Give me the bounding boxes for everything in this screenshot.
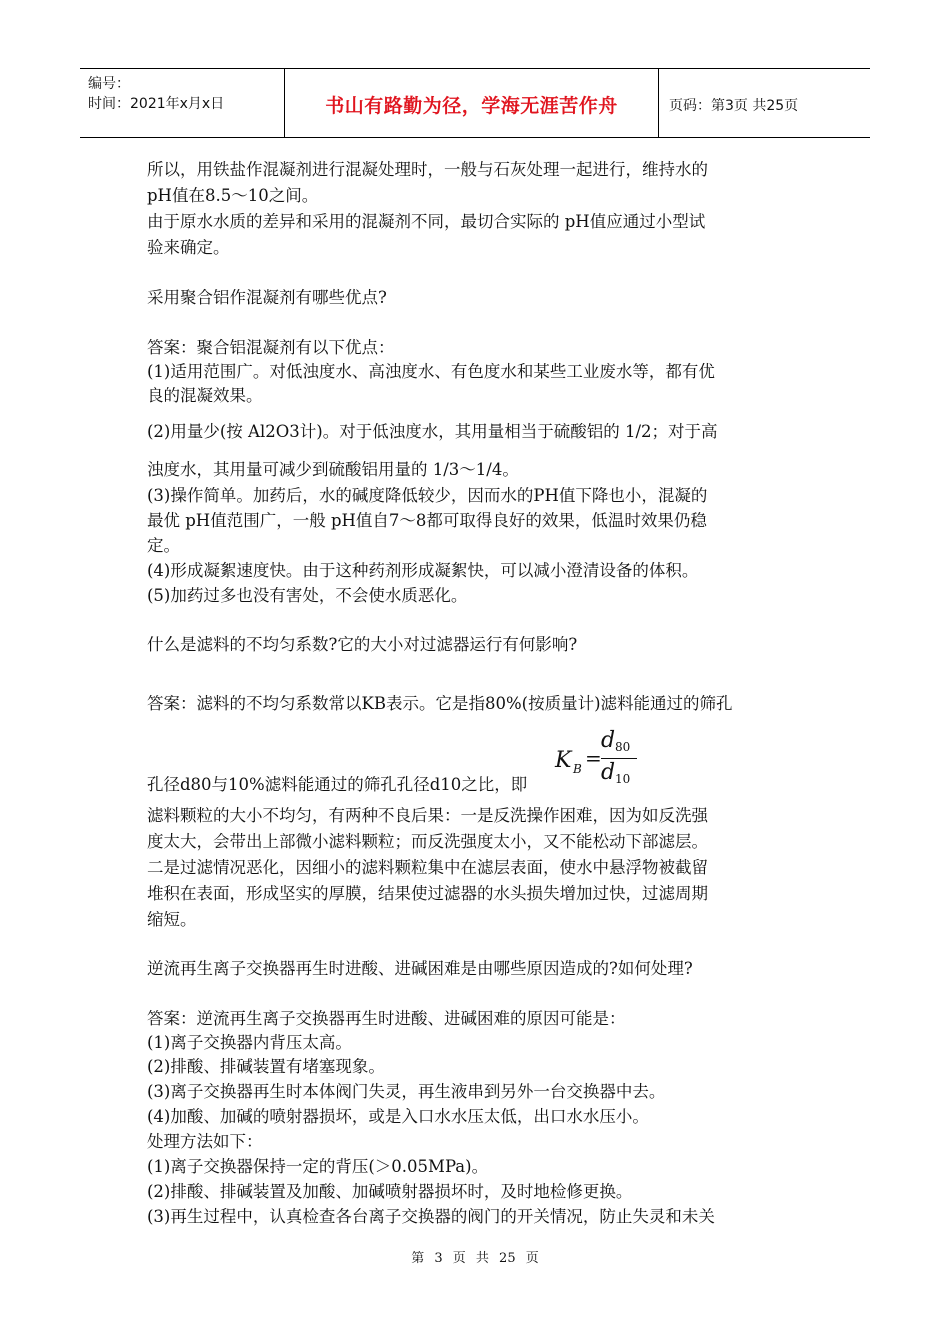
text-line: 定。	[147, 536, 180, 555]
text-line: (2)排酸、排碱装置有堵塞现象。	[147, 1057, 385, 1076]
page-footer: 第 3 页 共 25 页	[411, 1251, 539, 1266]
text-line: (2)用量少(按 Al2O3计)。对于低浊度水，其用量相当于硫酸铝的 1/2；对于高	[147, 422, 718, 441]
formula-denominator-subscript: 10	[615, 772, 631, 786]
text-line: 孔径d80与10%滤料能通过的筛孔孔径d10之比，即	[147, 775, 528, 794]
formula-numerator-subscript: 80	[615, 740, 631, 754]
text-line: (4)加酸、加碱的喷射器损坏，或是入口水水压太低，出口水水压小。	[147, 1107, 649, 1126]
text-line: 堆积在表面，形成坚实的厚膜，结果使过滤器的水头损失增加过快，过滤周期	[147, 884, 708, 903]
text-line: (3)操作简单。加药后，水的碱度降低较少，因而水的PH值下降也小，混凝的	[147, 486, 708, 505]
text-line: (1)适用范围广。对低浊度水、高浊度水、有色度水和某些工业废水等，都有优	[147, 362, 715, 381]
question-heading: 什么是滤料的不均匀系数?它的大小对过滤器运行有何影响?	[147, 635, 578, 654]
text-line: 处理方法如下：	[147, 1132, 263, 1151]
uniformity-coefficient-formula	[555, 728, 645, 788]
header-page-cell	[659, 69, 870, 137]
text-line: 缩短。	[147, 910, 197, 929]
text-line: (1)离子交换器保持一定的背压(＞0.05MPa)。	[147, 1157, 489, 1176]
text-line: 度太大，会带出上部微小滤料颗粒；而反洗强度太小，又不能松动下部滤层。	[147, 832, 708, 851]
formula-lhs-subscript: B	[573, 762, 582, 776]
text-line: 最优 pH值范围广，一般 pH值自7～8都可取得良好的效果，低温时效果仍稳	[147, 511, 707, 530]
formula-lhs: K	[555, 748, 572, 773]
text-line: 滤料颗粒的大小不均匀，有两种不良后果：一是反洗操作困难，因为如反洗强	[147, 806, 708, 825]
question-heading: 逆流再生离子交换器再生时进酸、进碱困难是由哪些原因造成的?如何处理?	[147, 959, 693, 978]
answer-line: 答案：聚合铝混凝剂有以下优点：	[147, 338, 395, 357]
text-line: 由于原水水质的差异和采用的混凝剂不同，最切合实际的 pH值应通过小型试	[147, 212, 706, 231]
header-info-cell	[80, 69, 285, 137]
fraction-bar	[601, 758, 637, 759]
doc-number-label: 编号：	[88, 76, 130, 92]
text-line: (2)排酸、排碱装置及加酸、加碱喷射器损坏时，及时地检修更换。	[147, 1182, 633, 1201]
formula-denominator: d	[601, 760, 616, 785]
formula-equals: =	[585, 746, 602, 770]
question-heading: 采用聚合铝作混凝剂有哪些优点?	[147, 288, 387, 307]
text-line: (4)形成凝絮速度快。由于这种药剂形成凝絮快，可以减小澄清设备的体积。	[147, 561, 699, 580]
answer-line: 答案：逆流再生离子交换器再生时进酸、进碱困难的原因可能是：	[147, 1009, 626, 1028]
header-motto-cell	[285, 69, 659, 137]
answer-line: 答案：滤料的不均匀系数常以KB表示。它是指80%(按质量计)滤料能通过的筛孔	[147, 694, 733, 713]
text-line: (5)加药过多也没有害处，不会使水质恶化。	[147, 586, 468, 605]
doc-time-label: 时间：2021年x月x日	[88, 96, 225, 112]
text-line: (3)离子交换器再生时本体阀门失灵，再生液串到另外一台交换器中去。	[147, 1082, 666, 1101]
text-line: 二是过滤情况恶化，因细小的滤料颗粒集中在滤层表面，使水中悬浮物被截留	[147, 858, 708, 877]
text-line: 所以，用铁盐作混凝剂进行混凝处理时，一般与石灰处理一起进行，维持水的	[147, 160, 708, 179]
text-line: pH值在8.5～10之间。	[147, 186, 319, 205]
header-page-label: 页码：第3页 共25页	[669, 98, 799, 114]
text-line: (3)再生过程中，认真检查各台离子交换器的阀门的开关情况，防止失灵和未关	[147, 1207, 715, 1226]
header-motto: 书山有路勤为径，学海无涯苦作舟	[325, 95, 618, 117]
formula-numerator: d	[601, 728, 616, 753]
text-line: (1)离子交换器内背压太高。	[147, 1033, 352, 1052]
text-line: 验来确定。	[147, 238, 230, 257]
document-header	[80, 68, 870, 138]
text-line: 浊度水，其用量可减少到硫酸铝用量的 1/3～1/4。	[147, 460, 519, 479]
text-line: 良的混凝效果。	[147, 386, 263, 405]
